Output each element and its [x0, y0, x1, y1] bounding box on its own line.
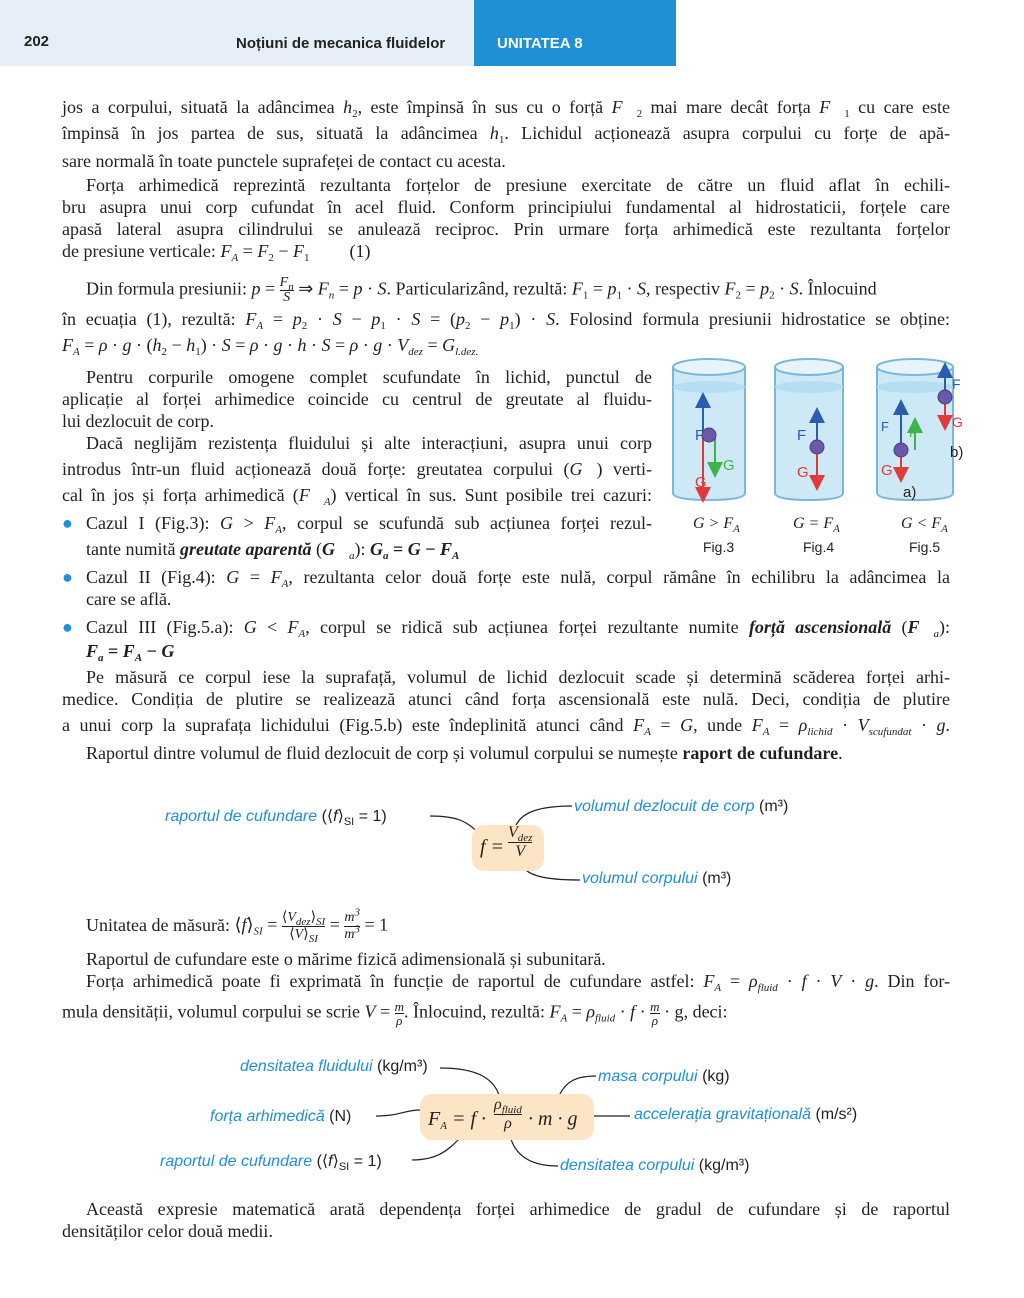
paragraph-line: apasă lateral asupra cilindrului se anulează reciproc. Prin urmare forța arhimedică este rezultanta forțelor	[62, 219, 950, 239]
label-body-density: densitatea corpului (kg/m³)	[560, 1157, 750, 1174]
formula-fa: $F_A = f$ ·	[428, 1108, 487, 1132]
case-line: Cazul III (Fig.5.a): $G < F_A$, corpul se ridică sub acțiunea forței rezultante numite forță ascensională $(F⃗_a)$:	[86, 617, 950, 640]
svg-text:G: G	[952, 414, 963, 430]
paragraph-line: Această expresie matematică arată dependența forței arhimedice de gradul de cufundare și de raportul	[86, 1199, 950, 1219]
svg-text:G: G	[695, 474, 707, 491]
beaker-fig3	[673, 359, 745, 500]
svg-text:F: F	[952, 376, 961, 392]
svg-text:G: G	[797, 464, 809, 481]
unit-equation: Unitatea de măsură: $⟨f⟩_{SI}$ = $⟨V_{dez}⟩_{SI}$ $⟨V⟩_{SI}$ = $\frac{m^3}{m^3}$ = 1	[86, 906, 389, 945]
paragraph-line: Raportul de cufundare este o mărime fizică adimensională și subunitară.	[86, 949, 606, 969]
fig5-caption: Fig.5	[909, 539, 941, 555]
paragraph-line: Dacă neglijăm rezistența fluidului și alte interacțiuni, asupra unui corp	[86, 433, 652, 453]
beaker-figures	[665, 345, 985, 560]
label-fluid-density: densitatea fluidului (kg/m³)	[240, 1058, 428, 1075]
svg-text:F: F	[909, 425, 917, 440]
paragraph-line: Din formula presiunii: p = $\frac{F_n}{S}$ ⇒ $F_n = p \cdot S$. Particularizând, rezultă: $F_1 = p_1 \cdot S$, respectiv $F_2 = p_2 \cdot S$. Înlocuind	[86, 275, 877, 305]
svg-text:F: F	[881, 419, 889, 434]
fig5-condition: $G < F_A$	[901, 515, 948, 535]
paragraph-line: a unui corp la suprafața lichidului (Fig.5.b) este îndeplinită atunci când $F_A = G$, unde $F_A = \rho_{lichid} \cdot V_{scufundat} \cdot g$.	[62, 715, 951, 738]
chapter-title: Noțiuni de mecanica fluidelor	[236, 35, 446, 52]
bullet-icon: ●	[62, 513, 73, 533]
case-line: tante numită greutate aparentă $(G⃗_a)$: $G_a = G - F_A$	[86, 539, 460, 562]
equation-line: $F_A = \rho \cdot g \cdot (h_2 - h_1) \cdot S = \rho \cdot g \cdot h \cdot S = \rho \cdot g \cdot V_{dez} = G_{l.dez.}$	[62, 335, 479, 358]
label-archimedes-force: forța arhimedică (N)	[210, 1108, 352, 1125]
paragraph-line: Pentru corpurile omogene complet scufundate în lichid, punctul de	[86, 367, 652, 387]
paragraph-line: cal în jos și forța arhimedică $(F⃗_A)$ vertical în sus. Sunt posibile trei cazuri:	[62, 485, 653, 508]
bullet-icon: ●	[62, 567, 73, 587]
case-line: Cazul II (Fig.4): $G = F_A$, rezultanta celor două forțe este nulă, corpul rămâne în echilibru la adâncimea la	[86, 567, 950, 590]
svg-text:b): b)	[950, 444, 964, 461]
header-band	[0, 0, 474, 66]
svg-text:F: F	[695, 427, 705, 444]
paragraph-line: împinsă în jos partea de sus, situată la adâncimea $h_1$. Lichidul acționează asupra corpului cu forțe de apă-	[62, 123, 950, 146]
case-line: Cazul I (Fig.3): $G > F_A$, corpul se scufundă sub acțiunea forței rezul-	[86, 513, 652, 536]
page-header	[0, 0, 1024, 66]
label-displaced-volume: volumul dezlocuit de corp (m³)	[574, 798, 789, 815]
paragraph-line: lui dezlocuit de corp.	[62, 411, 214, 431]
paragraph-line: aplicație al forței arhimedice coincide cu centrul de greutate al fluidu-	[62, 389, 652, 409]
svg-text:F: F	[797, 427, 807, 444]
svg-text:G: G	[881, 462, 893, 479]
unit-band	[474, 0, 676, 66]
label-immersion-ratio-2: raportul de cufundare $(⟨f⟩_{SI} = 1)$	[160, 1153, 382, 1173]
formula-mg: · m · g	[528, 1108, 578, 1130]
paragraph-line: Raportul dintre volumul de fluid dezlocuit de corp și volumul corpului se numește raport de cufundare.	[86, 743, 843, 763]
case-line: $F_a = F_A - G$	[86, 641, 175, 664]
paragraph-line: jos a corpului, situată la adâncimea $h_2$, este împinsă în sus cu o forță $F⃗_2$ mai mare decât forța $F⃗_1$ cu care este	[62, 97, 951, 120]
paragraph-line: Forța arhimedică poate fi exprimată în funcție de raportul de cufundare astfel: $F_A = \rho_{fluid} \cdot f \cdot V \cdot g$. Din for-	[86, 971, 951, 994]
fig4-condition: $G = F_A$	[793, 515, 840, 535]
paragraph-line: introdus într-un fluid acționează două forțe: greutatea corpului (G⃗) verti-	[62, 459, 652, 479]
paragraph-line: sare normală în toate punctele suprafeței de contact cu acesta.	[62, 151, 506, 171]
label-body-volume: volumul corpului (m³)	[582, 870, 732, 887]
svg-text:G: G	[723, 457, 735, 474]
fig3-caption: Fig.3	[703, 539, 735, 555]
page-number: 202	[24, 33, 50, 50]
formula-f: f =	[480, 836, 505, 858]
bullet-icon: ●	[62, 617, 73, 637]
formula-density-fraction: $\rho_{fluid}$ ρ	[494, 1096, 522, 1132]
paragraph-line: densităților celor două medii.	[62, 1221, 273, 1241]
case-line: care se află.	[86, 589, 172, 609]
fig4-caption: Fig.4	[803, 539, 835, 555]
svg-text:a): a)	[903, 484, 917, 501]
paragraph-line: medice. Condiția de plutire se realizează atunci când forța ascensională este nulă. Deci, condiția de plutire	[62, 689, 950, 709]
label-gravity: accelerația gravitațională (m/s²)	[634, 1106, 858, 1123]
paragraph-line: în ecuația (1), rezultă: $F_A = p_2 \cdot S - p_1 \cdot S = (p_2 - p_1) \cdot S$. Folosind formula presiunii hidrostatice se obține:	[62, 309, 950, 332]
paragraph-line: de presiune verticale: $F_A = F_2 - F_1$ (1)	[62, 241, 371, 264]
beaker-fig4	[775, 359, 843, 500]
paragraph-line: Forța arhimedică reprezintă rezultanta forțelor de presiune exercitate de către un fluid aflat în echili-	[86, 175, 950, 195]
paragraph-line: bru asupra unui corp cufundat în acel fluid. Conform principiului fundamental al hidrostaticii, forțele care	[62, 197, 950, 217]
paragraph-line: mula densității, volumul corpului se scrie V = $\frac{m}{\rho}$ . Înlocuind, rezultă: $F_A = \rho_{fluid} \cdot f$ · $\frac{m}{\rho}$ · g, deci:	[62, 999, 728, 1028]
paragraph-line: Pe măsură ce corpul iese la suprafață, volumul de lichid dezlocuit scade și determină scăderea forței arhi-	[86, 667, 950, 687]
label-body-mass: masa corpului (kg)	[598, 1068, 730, 1085]
formula-fraction: $V_{dez}$ V	[508, 824, 533, 860]
beaker-fig5	[877, 359, 963, 500]
label-immersion-ratio: raportul de cufundare $(⟨f⟩_{SI} = 1)$	[165, 808, 387, 828]
unit-label: UNITATEA 8	[497, 35, 583, 52]
fig3-condition: $G > F_A$	[693, 515, 740, 535]
